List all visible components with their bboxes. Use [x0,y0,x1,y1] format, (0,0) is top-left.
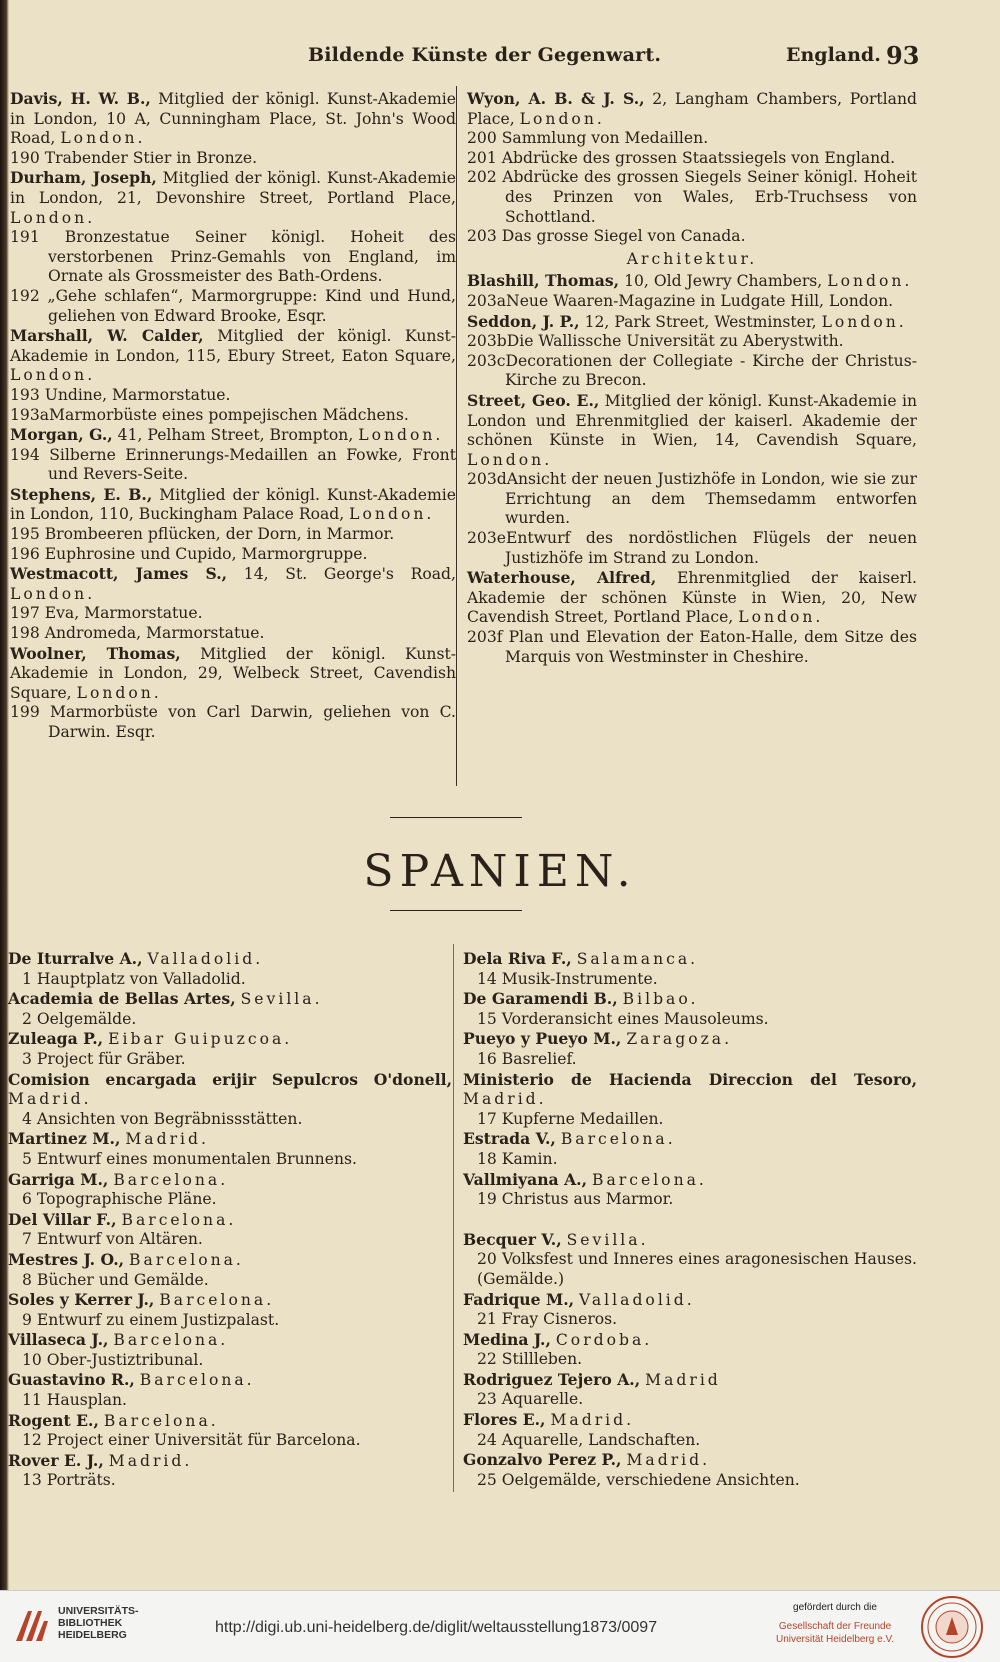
england-left-column [10,89,456,743]
source-url-link[interactable]: http://digi.ub.uni-heidelberg.de/diglit/weltausstellung1873/0097 [215,1619,658,1636]
artist-city: London. [10,366,96,385]
catalogue-item: 7 Entwurf von Altären. [22,1230,203,1249]
artist-name: Davis, H. W. B., [10,89,151,108]
artist-city: Madrid. [626,1451,711,1470]
artist-name: Vallmiyana A., [463,1169,588,1189]
artist-entry [467,568,917,628]
artist-entry [8,1451,452,1472]
artist-name: Zuleaga P., [8,1029,104,1049]
artist-address: 12, Park Street, Westminster, [579,312,822,331]
artist-entry [463,1129,917,1150]
artist-address: Ehrenmitglied der kaiserl. Akademie der schönen Künste in Wien, 20, New Cavendish Street, Portland Place, [467,569,917,627]
artist-entry [8,989,452,1010]
catalogue-item: 13 Porträts. [22,1471,116,1490]
artist-entry [463,1230,917,1251]
artist-entry [8,1411,452,1432]
catalogue-item: 192 „Gehe schlafen“, Marmorgruppe: Kind und Hund, geliehen von Edward Brooke, Esqr. [10,286,456,325]
library-name-line: BIBLIOTHEK [58,1617,123,1629]
artist-name: Dela Riva F., [463,949,572,968]
artist-address: Mitglied der königl. Kunst-Akademie in London, 29, Welbeck Street, Cavendish Square, [10,644,456,702]
artist-city: Barcelona. [560,1130,676,1149]
catalogue-item: 194 Silberne Erinnerungs-Medaillen an Fowke, Front und Revers-Seite. [10,445,456,484]
artist-name: Garriga M., [8,1169,109,1189]
catalogue-item: 201 Abdrücke des grossen Staatssiegels von England. [467,148,896,167]
artist-city: Madrid. [463,1090,547,1109]
artist-city: London. [358,426,444,445]
artist-name: Street, Geo. E., [467,390,600,410]
sponsor-label: gefördert durch die [793,1602,877,1613]
catalogue-item: 1 Hauptplatz von Valladolid. [22,969,246,988]
artist-city: Eibar Guipuzcoa. [108,1030,293,1049]
artist-name: Morgan, G., [10,425,113,445]
artist-address: Mitglied der königl. Kunst-Akademie in London, 10 A, Cunningham Place, St. John's Wood Road, [10,90,456,148]
artist-city: Barcelona. [129,1250,244,1269]
spain-right-column [463,949,917,1490]
header-country: England. [786,44,881,66]
catalogue-item: 202 Abdrücke des grossen Siegels Seiner königl. Hoheit des Prinzen von Wales, Erb-Truchsess von Schottland. [467,168,917,226]
artist-city: Barcelona. [592,1170,707,1189]
artist-entry [8,1290,452,1311]
catalogue-item: 23 Aquarelle. [477,1390,584,1409]
artist-entry [10,326,456,386]
artist-city: Madrid. [550,1411,635,1430]
artist-city: Barcelona. [103,1411,219,1430]
artist-city: Barcelona. [159,1291,275,1310]
artist-city: Sevilla. [240,990,323,1009]
artist-name: De Garamendi B., [463,989,618,1009]
artist-name: Gonzalvo Perez P., [463,1450,622,1470]
artist-entry [8,1170,452,1191]
artist-name: Woolner, Thomas, [10,643,181,663]
artist-name: Stephens, E. B., [10,484,153,504]
catalogue-item: 10 Ober-Justiztribunal. [22,1350,204,1369]
artist-city: London. [349,505,435,524]
digitization-footer [0,1590,1000,1662]
catalogue-item: 25 Oelgemälde, verschiedene Ansichten. [477,1470,800,1489]
running-header [0,41,1000,74]
artist-address: 14, St. George's Road, [227,565,456,584]
header-title: Bildende Künste der Gegenwart. [308,44,662,66]
library-name-line: UNIVERSITÄTS- [58,1605,139,1617]
artist-name: Becquer V., [463,1229,562,1249]
catalogue-item: 9 Entwurf zu einem Justizpalast. [22,1310,280,1329]
artist-entry [10,644,456,704]
catalogue-item: 195 Brombeeren pflücken, der Dorn, in Marmor. [10,525,395,544]
artist-entry [8,1129,452,1150]
artist-name: Waterhouse, Alfred, [467,568,657,588]
artist-name: Wyon, A. B. & J. S., [467,89,645,108]
artist-name: Soles y Kerrer J., [8,1290,155,1310]
divider-rule-top [390,817,522,818]
artist-name: Estrada V., [463,1129,556,1149]
spacer [463,1210,917,1230]
catalogue-item: 193 Undine, Marmorstatue. [10,385,231,404]
artist-entry [467,271,917,292]
artist-name: Medina J., [463,1329,551,1349]
artist-entry [467,89,917,129]
artist-entry [10,89,456,149]
artist-name: Blashill, Thomas, [467,271,620,291]
catalogue-item: 21 Fray Cisneros. [477,1310,618,1329]
artist-name: Mestres J. O., [8,1249,125,1269]
artist-address: Mitglied der königl. Kunst-Akademie in London und Ehrenmitglied der kaiserl. Akademie der schönen Künste in Wien, 14, Cavendish Square, [467,391,917,450]
england-right-column [467,89,917,667]
artist-entry [8,1070,452,1110]
catalogue-item: 19 Christus aus Marmor. [477,1190,674,1209]
catalogue-item: 20 Volksfest und Inneres eines aragonesischen Hauses. (Gemälde.) [477,1250,917,1288]
artist-address: 41, Pelham Street, Brompton, [112,426,359,445]
artist-city: London. [467,450,553,469]
catalogue-item: 5 Entwurf eines monumentalen Brunnens. [22,1149,357,1168]
artist-entry [467,312,917,333]
artist-city: London. [10,584,96,603]
catalogue-item: 8 Bücher und Gemälde. [22,1270,209,1289]
artist-entry [8,1029,452,1050]
catalogue-item: 203cDecorationen der Collegiate - Kirche der Christus-Kirche zu Brecon. [467,351,917,390]
catalogue-item: 203 Das grosse Siegel von Canada. [467,227,746,246]
catalogue-item: 193aMarmorbüste eines pompejischen Mädchens. [10,405,409,424]
artist-entry [8,1250,452,1271]
catalogue-item: 16 Basrelief. [477,1049,577,1068]
artist-city: Bilbao. [622,990,699,1009]
page-number: 93 [886,41,920,70]
subsection-heading: Architektur. [626,249,758,268]
artist-name: Seddon, J. P., [467,311,580,331]
catalogue-item: 200 Sammlung von Medaillen. [467,129,709,148]
catalogue-item: 199 Marmorbüste von Carl Darwin, geliehen von C. Darwin. Esqr. [10,703,456,741]
artist-city: Madrid. [8,1090,92,1109]
artist-city: London. [10,208,96,227]
catalogue-item: 2 Oelgemälde. [22,1009,137,1028]
artist-name: Martinez M., [8,1129,121,1149]
divider-rule-bottom [390,910,522,911]
artist-city: London. [76,683,162,702]
artist-entry [463,949,917,970]
university-library-logo-icon [12,1605,50,1645]
catalogue-item: 197 Eva, Marmorstatue. [10,604,203,623]
artist-city: Salamanca. [576,950,699,968]
sponsor-name-line: Universität Heidelberg e.V. [775,1634,895,1645]
artist-city: Barcelona. [113,1331,229,1350]
sponsor-name-line: Gesellschaft der Freunde [778,1621,892,1632]
artist-city: London. [519,109,605,128]
artist-entry [8,1330,452,1351]
artist-city: Cordoba. [555,1330,653,1349]
artist-entry [463,1170,917,1191]
catalogue-item: 203dAnsicht der neuen Justizhöfe in London, wie sie zur Errichtung an dem Themsedamm entworfen wurden. [467,470,917,528]
artist-name: Rover E. J., [8,1450,104,1470]
catalogue-item: 203f Plan und Elevation der Eaton-Halle, dem Sitze des Marquis von Westminster in Cheshire. [467,628,917,666]
catalogue-item: 3 Project für Gräber. [22,1049,186,1068]
catalogue-item: 191 Bronzestatue Seiner königl. Hoheit des verstorbenen Prinz-Gemahls von England, im Ornate als Grossmeister des Bath-Ordens. [10,228,456,286]
artist-name: Ministerio de Hacienda Direccion del Tesoro, [463,1069,917,1089]
artist-entry [10,485,456,525]
artist-entry [463,1029,917,1050]
artist-city: London. [60,129,146,148]
artist-city: London. [738,608,824,627]
artist-entry [463,1410,917,1431]
artist-entry [10,425,456,446]
artist-city: London. [827,272,913,291]
artist-name: Villaseca J., [8,1330,109,1350]
artist-address: Mitglied der königl. Kunst-Akademie in London, 110, Buckingham Palace Road, [10,485,456,524]
artist-entry [8,1210,452,1231]
spain-left-column [8,949,452,1491]
artist-entry [463,1450,917,1471]
artist-name: Guastavino R., [8,1370,135,1390]
artist-entry [463,1370,917,1391]
library-name [58,1605,139,1641]
artist-entry [8,949,452,970]
artist-city: London. [821,312,907,331]
catalogue-item: 11 Hausplan. [22,1391,128,1410]
catalogue-item: 15 Vorderansicht eines Mausoleums. [477,1009,769,1028]
artist-address: Mitglied der königl. Kunst-Akademie in London, 21, Devonshire Street, Portland Place, [10,169,456,207]
catalogue-item: 12 Project einer Universität für Barcelona. [22,1431,361,1450]
artist-city: Barcelona. [113,1170,229,1189]
artist-city: Madrid [645,1370,721,1389]
artist-city: Madrid. [125,1130,209,1149]
catalogue-item: 203aNeue Waaren-Magazine in Ludgate Hill, London. [467,291,894,310]
column-divider [456,86,457,786]
catalogue-item: 17 Kupferne Medaillen. [477,1109,664,1128]
artist-city: Sevilla. [566,1230,649,1249]
artist-name: Westmacott, James S., [10,564,228,584]
catalogue-item: 190 Trabender Stier in Bronze. [10,148,258,167]
catalogue-item: 198 Andromeda, Marmorstatue. [10,624,265,643]
artist-entry [463,1330,917,1351]
artist-city: Valladolid. [147,950,264,968]
artist-name: Durham, Joseph, [10,168,157,188]
column-divider [453,944,454,1492]
artist-address: 2, Langham Chambers, Portland Place, [467,90,917,128]
artist-name: Academia de Bellas Artes, [8,989,236,1009]
artist-name: De Iturralve A., [8,949,143,968]
catalogue-item: 203bDie Wallissche Universität zu Aberystwith. [467,332,844,351]
artist-name: Flores E., [463,1410,546,1430]
artist-entry [463,989,917,1010]
artist-entry [463,1290,917,1311]
artist-city: Valladolid. [579,1290,695,1309]
artist-city: Zaragoza. [626,1030,733,1049]
artist-name: Marshall, W. Calder, [10,326,204,346]
artist-entry [8,1370,452,1391]
catalogue-item: 4 Ansichten von Begräbnissstätten. [22,1109,303,1128]
artist-city: Madrid. [108,1451,193,1470]
artist-name: Comision encargada erijir Sepulcros O'donell, [8,1069,452,1089]
artist-name: Rogent E., [8,1410,99,1430]
artist-city: Barcelona. [139,1371,255,1390]
catalogue-item: 203eEntwurf des nordöstlichen Flügels der neuen Justizhöfe im Strand zu London. [467,529,917,567]
catalogue-item: 24 Aquarelle, Landschaften. [477,1430,701,1449]
artist-city: Barcelona. [121,1210,237,1229]
artist-entry [10,168,456,228]
catalogue-item: 22 Stillleben. [477,1350,583,1369]
catalogue-item: 18 Kamin. [477,1149,558,1168]
catalogue-item: 14 Musik-Instrumente. [477,969,658,988]
catalogue-item: 196 Euphrosine und Cupido, Marmorgruppe. [10,544,368,563]
artist-entry [467,391,917,470]
artist-name: Fadrique M., [463,1289,575,1309]
section-title-spanien: SPANIEN. [363,846,637,897]
artist-address: 10, Old Jewry Chambers, [619,272,828,291]
artist-name: Rodriguez Tejero A., [463,1369,641,1389]
university-seal-icon [920,1595,984,1659]
artist-entry [463,1070,917,1110]
artist-name: Pueyo y Pueyo M., [463,1029,622,1049]
artist-name: Del Villar F., [8,1209,117,1229]
library-name-line: HEIDELBERG [58,1629,127,1641]
artist-entry [10,564,456,604]
sponsor-block [770,1601,900,1646]
catalogue-item: 6 Topographische Pläne. [22,1190,217,1209]
artist-address: Mitglied der königl. Kunst-Akademie in London, 115, Ebury Street, Eaton Square, [10,327,456,365]
